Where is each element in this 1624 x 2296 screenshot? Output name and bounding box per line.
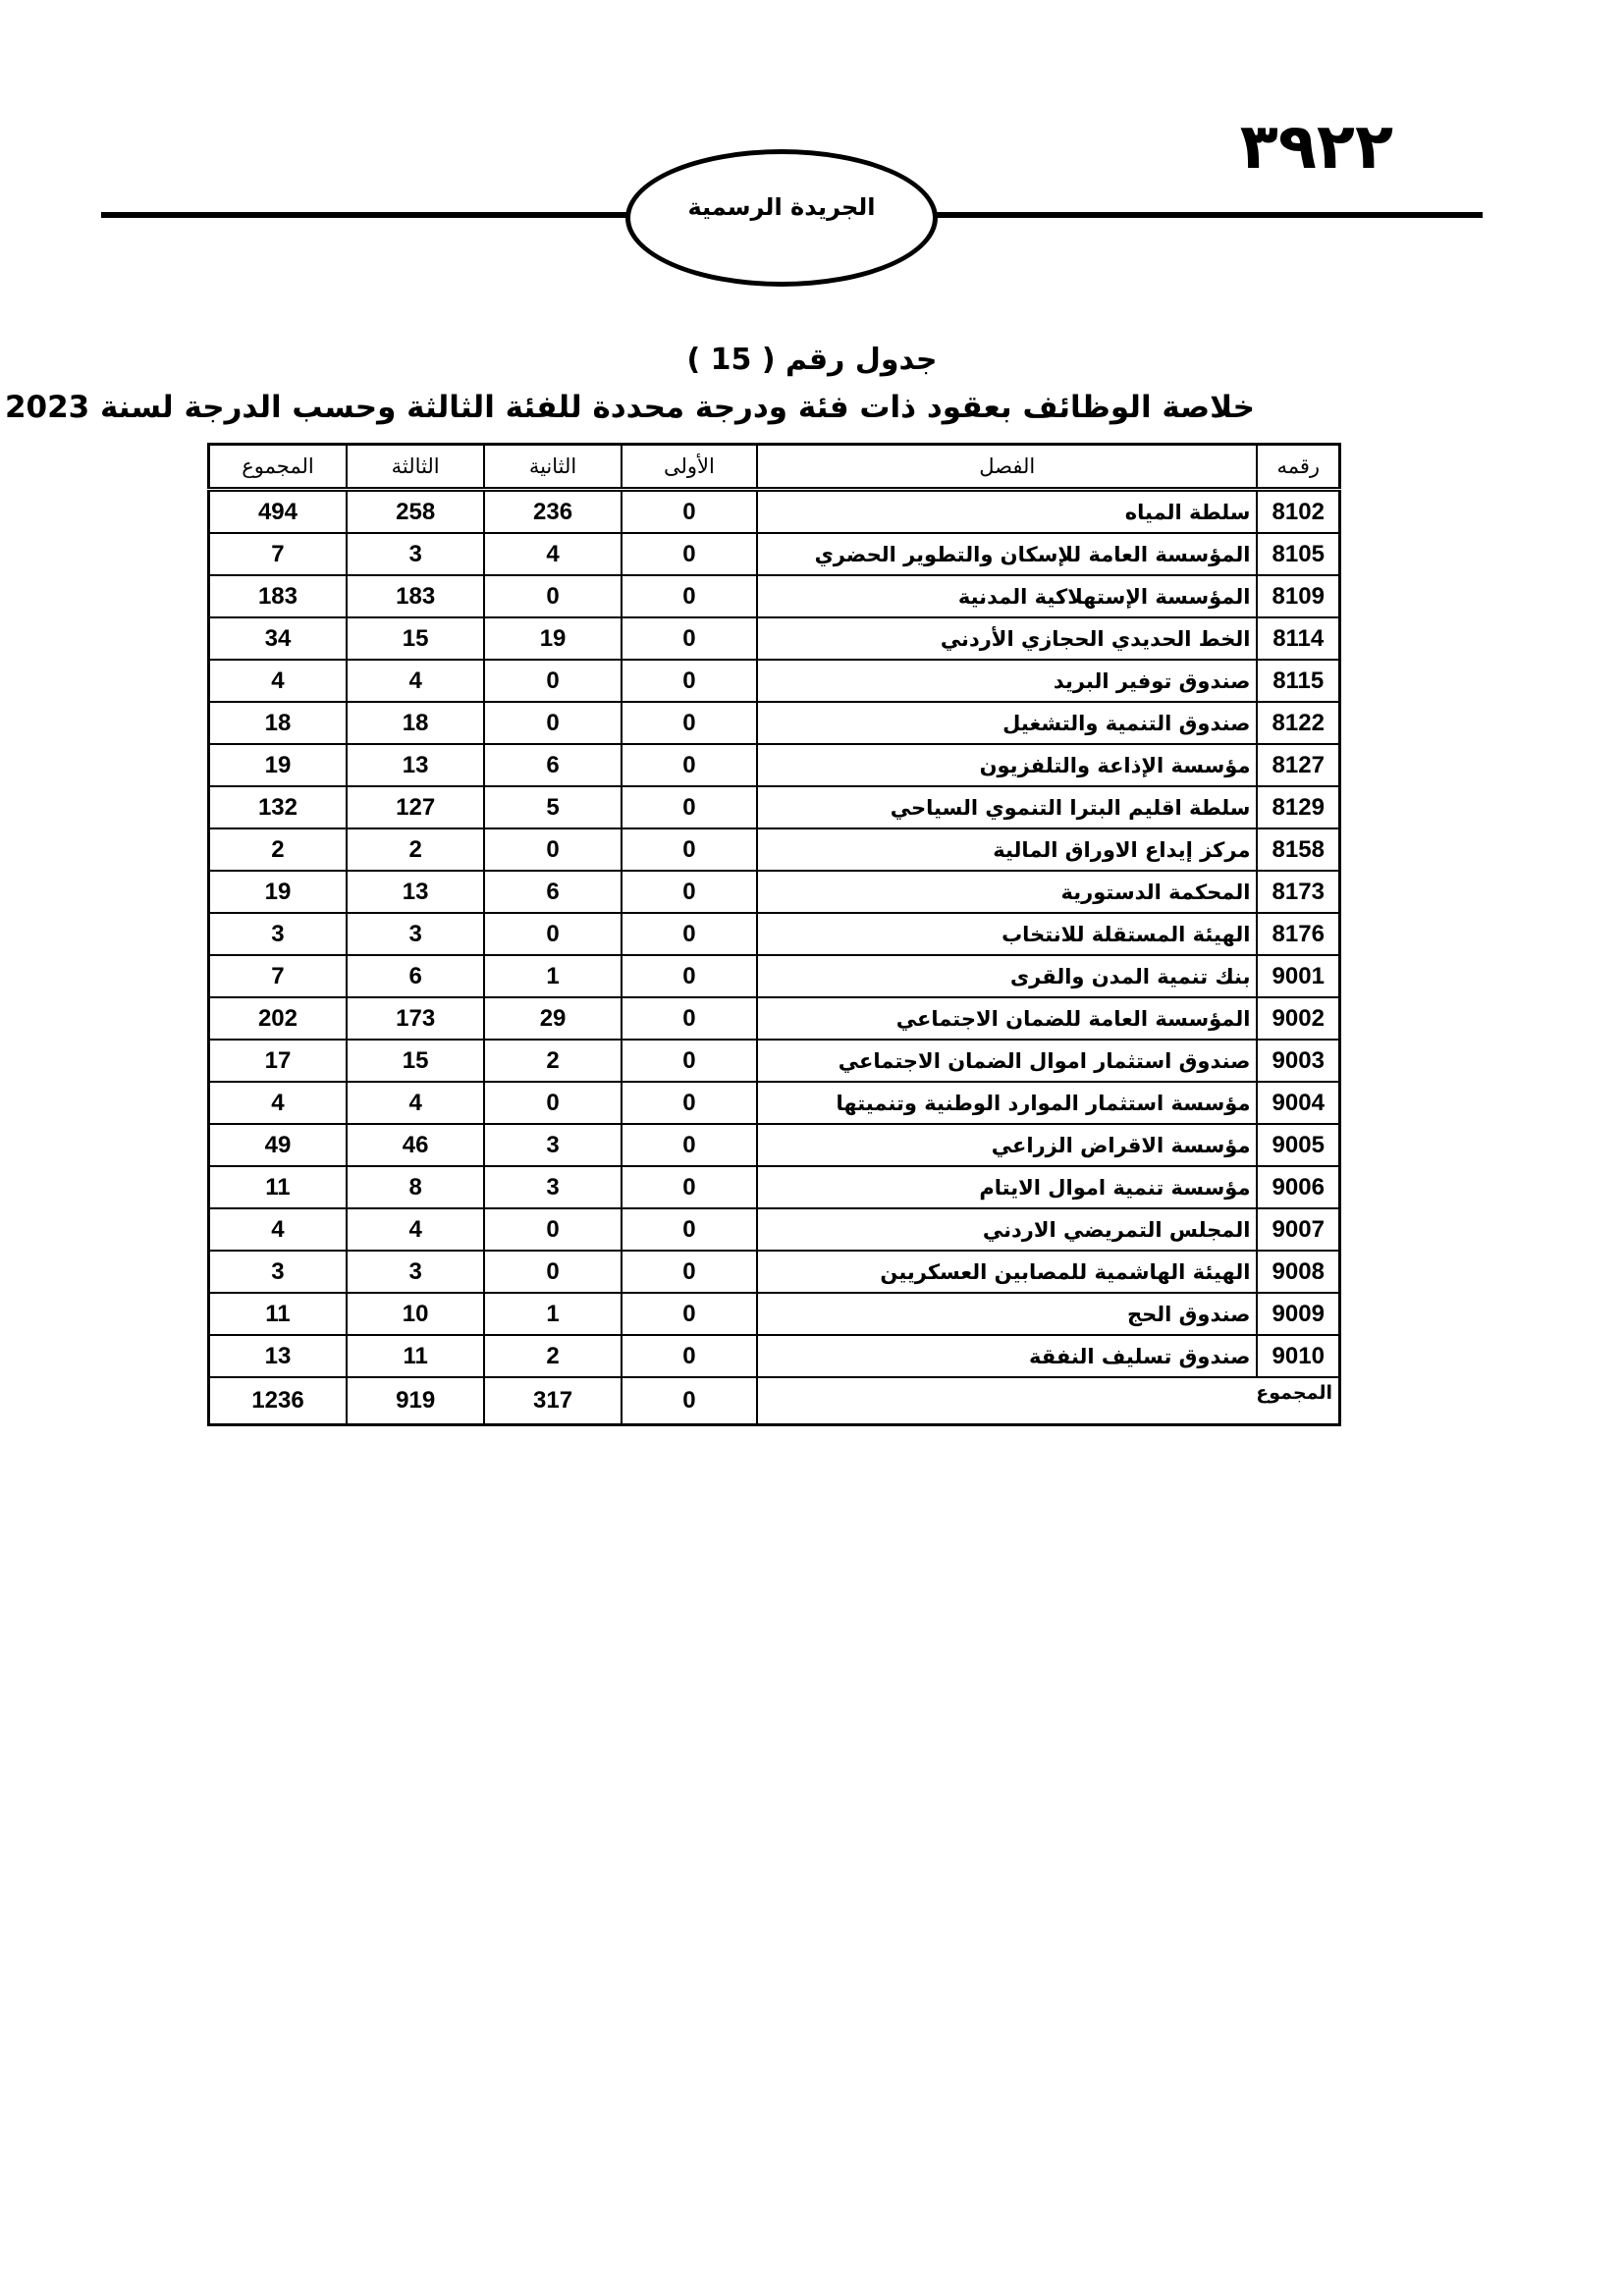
row-first: 0 bbox=[622, 871, 757, 913]
row-name: المؤسسة العامة للإسكان والتطوير الحضري bbox=[757, 533, 1257, 575]
table-row bbox=[209, 997, 1340, 1040]
row-name: مؤسسة الإذاعة والتلفزيون bbox=[757, 744, 1257, 786]
table-row bbox=[209, 913, 1340, 955]
row-total: 4 bbox=[209, 660, 347, 702]
row-name: سلطة المياه bbox=[757, 490, 1257, 534]
table-title: جدول رقم ( 15 ) bbox=[686, 343, 938, 377]
row-total: 4 bbox=[209, 1208, 347, 1251]
row-code: 8173 bbox=[1257, 871, 1339, 913]
table-row bbox=[209, 955, 1340, 997]
table-row bbox=[209, 575, 1340, 617]
table-row bbox=[209, 1251, 1340, 1293]
table-row bbox=[209, 660, 1340, 702]
column-header-total: المجموع bbox=[209, 445, 347, 490]
row-third: 2 bbox=[347, 828, 484, 871]
row-second: 4 bbox=[484, 533, 621, 575]
row-name: صندوق تسليف النفقة bbox=[757, 1335, 1257, 1377]
row-total: 7 bbox=[209, 955, 347, 997]
column-header-third: الثالثة bbox=[347, 445, 484, 490]
row-first: 0 bbox=[622, 1124, 757, 1166]
row-code: 8127 bbox=[1257, 744, 1339, 786]
row-code: 9004 bbox=[1257, 1082, 1339, 1124]
table-row bbox=[209, 1166, 1340, 1208]
row-first: 0 bbox=[622, 786, 757, 828]
row-third: 3 bbox=[347, 913, 484, 955]
row-total: 132 bbox=[209, 786, 347, 828]
row-code: 9008 bbox=[1257, 1251, 1339, 1293]
totals-row bbox=[209, 1377, 1340, 1425]
row-code: 9002 bbox=[1257, 997, 1339, 1040]
row-third: 13 bbox=[347, 744, 484, 786]
summary-table bbox=[207, 443, 1341, 1426]
row-total: 4 bbox=[209, 1082, 347, 1124]
row-code: 8115 bbox=[1257, 660, 1339, 702]
table-row bbox=[209, 533, 1340, 575]
row-first: 0 bbox=[622, 1293, 757, 1335]
table-row bbox=[209, 1040, 1340, 1082]
gazette-name: الجريدة الرسمية bbox=[687, 193, 876, 221]
row-code: 9005 bbox=[1257, 1124, 1339, 1166]
row-name: مؤسسة استثمار الموارد الوطنية وتنميتها bbox=[757, 1082, 1257, 1124]
row-name: الخط الحديدي الحجازي الأردني bbox=[757, 617, 1257, 660]
table-row bbox=[209, 786, 1340, 828]
row-name: المؤسسة الإستهلاكية المدنية bbox=[757, 575, 1257, 617]
row-second: 29 bbox=[484, 997, 621, 1040]
row-code: 8105 bbox=[1257, 533, 1339, 575]
table-row bbox=[209, 828, 1340, 871]
row-second: 0 bbox=[484, 575, 621, 617]
row-first: 0 bbox=[622, 828, 757, 871]
row-total: 19 bbox=[209, 744, 347, 786]
row-code: 9006 bbox=[1257, 1166, 1339, 1208]
row-name: صندوق التنمية والتشغيل bbox=[757, 702, 1257, 744]
table-row bbox=[209, 871, 1340, 913]
row-third: 11 bbox=[347, 1335, 484, 1377]
row-total: 202 bbox=[209, 997, 347, 1040]
row-name: صندوق توفير البريد bbox=[757, 660, 1257, 702]
row-first: 0 bbox=[622, 1335, 757, 1377]
table-row bbox=[209, 1082, 1340, 1124]
row-name: بنك تنمية المدن والقرى bbox=[757, 955, 1257, 997]
row-name: المجلس التمريضي الاردني bbox=[757, 1208, 1257, 1251]
row-name: مؤسسة تنمية اموال الايتام bbox=[757, 1166, 1257, 1208]
row-code: 8122 bbox=[1257, 702, 1339, 744]
row-total: 13 bbox=[209, 1335, 347, 1377]
row-first: 0 bbox=[622, 1040, 757, 1082]
row-third: 46 bbox=[347, 1124, 484, 1166]
row-name: الهيئة المستقلة للانتخاب bbox=[757, 913, 1257, 955]
table-header-row bbox=[209, 445, 1340, 490]
column-header-name: الفصل bbox=[757, 445, 1257, 490]
totals-label: المجموع bbox=[757, 1377, 1339, 1425]
row-second: 1 bbox=[484, 1293, 621, 1335]
row-name: صندوق استثمار اموال الضمان الاجتماعي bbox=[757, 1040, 1257, 1082]
row-first: 0 bbox=[622, 617, 757, 660]
row-code: 8102 bbox=[1257, 490, 1339, 534]
row-total: 34 bbox=[209, 617, 347, 660]
row-name: الهيئة الهاشمية للمصابين العسكريين bbox=[757, 1251, 1257, 1293]
column-header-code: رقمه bbox=[1257, 445, 1339, 490]
row-third: 4 bbox=[347, 1208, 484, 1251]
row-total: 3 bbox=[209, 1251, 347, 1293]
row-second: 0 bbox=[484, 660, 621, 702]
table-row bbox=[209, 702, 1340, 744]
column-header-first: الأولى bbox=[622, 445, 757, 490]
row-third: 6 bbox=[347, 955, 484, 997]
row-code: 8109 bbox=[1257, 575, 1339, 617]
totals-third: 919 bbox=[347, 1377, 484, 1425]
table-row bbox=[209, 1293, 1340, 1335]
row-code: 9010 bbox=[1257, 1335, 1339, 1377]
row-third: 15 bbox=[347, 1040, 484, 1082]
row-code: 8158 bbox=[1257, 828, 1339, 871]
row-third: 173 bbox=[347, 997, 484, 1040]
row-first: 0 bbox=[622, 1208, 757, 1251]
row-first: 0 bbox=[622, 997, 757, 1040]
row-first: 0 bbox=[622, 1251, 757, 1293]
row-third: 3 bbox=[347, 1251, 484, 1293]
row-first: 0 bbox=[622, 533, 757, 575]
row-name: مركز إيداع الاوراق المالية bbox=[757, 828, 1257, 871]
row-second: 19 bbox=[484, 617, 621, 660]
row-code: 8176 bbox=[1257, 913, 1339, 955]
row-second: 5 bbox=[484, 786, 621, 828]
row-first: 0 bbox=[622, 575, 757, 617]
row-first: 0 bbox=[622, 660, 757, 702]
row-code: 9007 bbox=[1257, 1208, 1339, 1251]
row-code: 8114 bbox=[1257, 617, 1339, 660]
row-third: 10 bbox=[347, 1293, 484, 1335]
gazette-name-oval bbox=[625, 149, 938, 287]
row-third: 18 bbox=[347, 702, 484, 744]
row-first: 0 bbox=[622, 490, 757, 534]
table-row bbox=[209, 617, 1340, 660]
table-row bbox=[209, 1208, 1340, 1251]
row-total: 2 bbox=[209, 828, 347, 871]
row-name: مؤسسة الاقراض الزراعي bbox=[757, 1124, 1257, 1166]
row-third: 4 bbox=[347, 660, 484, 702]
row-second: 6 bbox=[484, 744, 621, 786]
row-third: 8 bbox=[347, 1166, 484, 1208]
row-third: 127 bbox=[347, 786, 484, 828]
row-total: 17 bbox=[209, 1040, 347, 1082]
table-row bbox=[209, 490, 1340, 534]
row-second: 2 bbox=[484, 1040, 621, 1082]
row-name: المحكمة الدستورية bbox=[757, 871, 1257, 913]
row-code: 8129 bbox=[1257, 786, 1339, 828]
table-row bbox=[209, 1335, 1340, 1377]
row-second: 2 bbox=[484, 1335, 621, 1377]
table-body bbox=[209, 490, 1340, 1378]
row-second: 236 bbox=[484, 490, 621, 534]
row-third: 15 bbox=[347, 617, 484, 660]
row-code: 9003 bbox=[1257, 1040, 1339, 1082]
row-first: 0 bbox=[622, 744, 757, 786]
table-row bbox=[209, 744, 1340, 786]
totals-first: 0 bbox=[622, 1377, 757, 1425]
row-third: 3 bbox=[347, 533, 484, 575]
row-third: 183 bbox=[347, 575, 484, 617]
row-name: صندوق الحج bbox=[757, 1293, 1257, 1335]
totals-second: 317 bbox=[484, 1377, 621, 1425]
row-second: 3 bbox=[484, 1166, 621, 1208]
row-second: 0 bbox=[484, 913, 621, 955]
row-total: 183 bbox=[209, 575, 347, 617]
table-row bbox=[209, 1124, 1340, 1166]
row-total: 11 bbox=[209, 1293, 347, 1335]
row-total: 19 bbox=[209, 871, 347, 913]
row-name: سلطة اقليم البترا التنموي السياحي bbox=[757, 786, 1257, 828]
totals-total: 1236 bbox=[209, 1377, 347, 1425]
row-total: 3 bbox=[209, 913, 347, 955]
row-code: 9009 bbox=[1257, 1293, 1339, 1335]
row-code: 9001 bbox=[1257, 955, 1339, 997]
row-second: 0 bbox=[484, 702, 621, 744]
column-header-second: الثانية bbox=[484, 445, 621, 490]
row-first: 0 bbox=[622, 702, 757, 744]
row-total: 18 bbox=[209, 702, 347, 744]
row-second: 1 bbox=[484, 955, 621, 997]
row-total: 494 bbox=[209, 490, 347, 534]
row-second: 0 bbox=[484, 1082, 621, 1124]
row-third: 4 bbox=[347, 1082, 484, 1124]
row-second: 0 bbox=[484, 1208, 621, 1251]
table-subtitle: خلاصة الوظائف بعقود ذات فئة ودرجة محددة للفئة الثالثة وحسب الدرجة لسنة 2023 bbox=[4, 390, 1255, 425]
row-second: 3 bbox=[484, 1124, 621, 1166]
row-first: 0 bbox=[622, 913, 757, 955]
page-number: ٣٩٢٢ bbox=[1239, 111, 1393, 184]
row-third: 13 bbox=[347, 871, 484, 913]
row-second: 0 bbox=[484, 828, 621, 871]
row-third: 258 bbox=[347, 490, 484, 534]
row-first: 0 bbox=[622, 1082, 757, 1124]
row-total: 49 bbox=[209, 1124, 347, 1166]
row-second: 0 bbox=[484, 1251, 621, 1293]
row-total: 11 bbox=[209, 1166, 347, 1208]
row-first: 0 bbox=[622, 955, 757, 997]
row-total: 7 bbox=[209, 533, 347, 575]
row-first: 0 bbox=[622, 1166, 757, 1208]
row-name: المؤسسة العامة للضمان الاجتماعي bbox=[757, 997, 1257, 1040]
row-second: 6 bbox=[484, 871, 621, 913]
